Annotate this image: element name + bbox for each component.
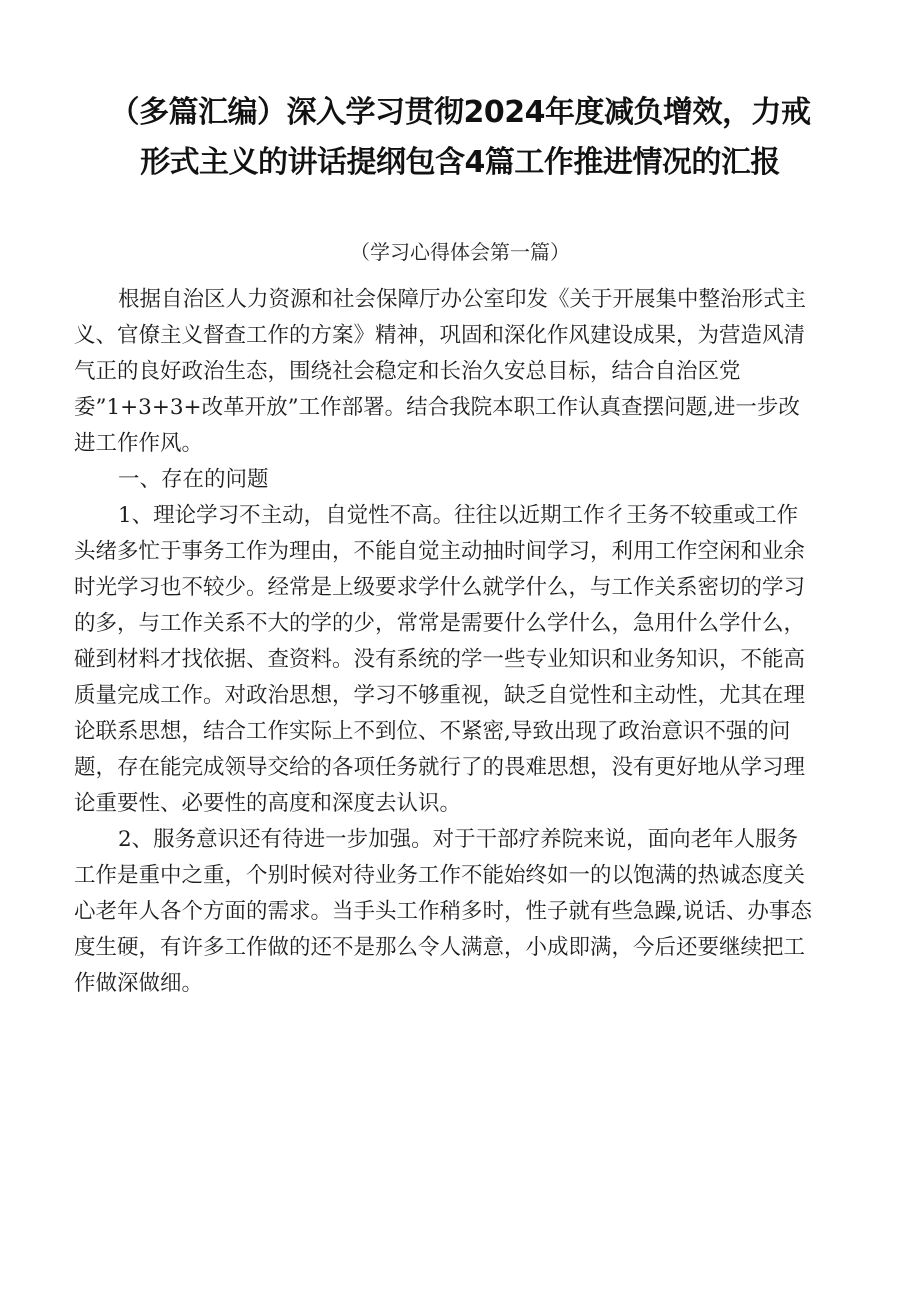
paragraph-line: 时光学习也不较少。经常是上级要求学什么就学什么，与工作关系密切的学习 <box>74 575 806 600</box>
paragraph-line: 题，存在能完成领导交给的各项任务就行了的畏难思想，没有更好地从学习理 <box>74 755 806 780</box>
paragraph-line: 的多，与工作关系不大的学的少，常常是需要什么学什么，急用什么学什么， <box>74 611 806 636</box>
paragraph-line: 2、服务意识还有待进一步加强。对于干部疗养院来说，面向老年人服务 <box>118 827 799 852</box>
paragraph-line: 义、官僚主义督查工作的方案》精神，巩固和深化作风建设成果，为营造风清 <box>74 323 806 348</box>
paragraph-line: 委”1+3+3+改革开放”工作部署。结合我院本职工作认真查摆问题,进一步改 <box>74 395 800 420</box>
document-body <box>74 282 854 1002</box>
section-heading: 一、存在的问题 <box>118 467 269 492</box>
document-subtitle: （学习心得体会第一篇） <box>350 240 570 264</box>
paragraph-line: 质量完成工作。对政治思想，学习不够重视，缺乏自觉性和主动性，尤其在理 <box>74 683 806 708</box>
paragraph-line: 头绪多忙于事务工作为理由，不能自觉主动抽时间学习，利用工作空闲和业余 <box>74 539 806 564</box>
paragraph-line: 进工作作风。 <box>74 431 204 456</box>
paragraph-line: 论重要性、必要性的高度和深度去认识。 <box>74 791 462 816</box>
paragraph-line: 工作是重中之重，个别时候对待业务工作不能始终如一的以饱满的热诚态度关 <box>74 863 806 888</box>
paragraph-line: 1、理论学习不主动，自觉性不高。往往以近期工作彳王务不较重或工作 <box>118 503 799 528</box>
paragraph-line: 论联系思想，结合工作实际上不到位、不紧密,导致出现了政治意识不强的问 <box>74 719 791 744</box>
paragraph-line: 度生硬，有许多工作做的还不是那么令人满意，小成即满，今后还要继续把工 <box>74 935 806 960</box>
paragraph-line: 根据自治区人力资源和社会保障厅办公室印发《关于开展集中整治形式主 <box>118 287 807 312</box>
paragraph-line: 心老年人各个方面的需求。当手头工作稍多时，性子就有些急躁,说话、办事态 <box>74 899 812 924</box>
title-line-2: 形式主义的讲话提纲包含4篇工作推进情况的汇报 <box>140 145 780 180</box>
title-line-1: （多篇汇编）深入学习贯彻2024年度减负增效，力戒 <box>109 95 811 130</box>
document-title <box>60 88 860 188</box>
paragraph-line: 作做深做细。 <box>74 971 204 996</box>
paragraph-line: 气正的良好政治生态，围绕社会稳定和长治久安总目标，结合自治区党 <box>74 359 741 384</box>
paragraph-line: 碰到材料才找依据、查资料。没有系统的学一些专业知识和业务知识，不能高 <box>74 647 806 672</box>
